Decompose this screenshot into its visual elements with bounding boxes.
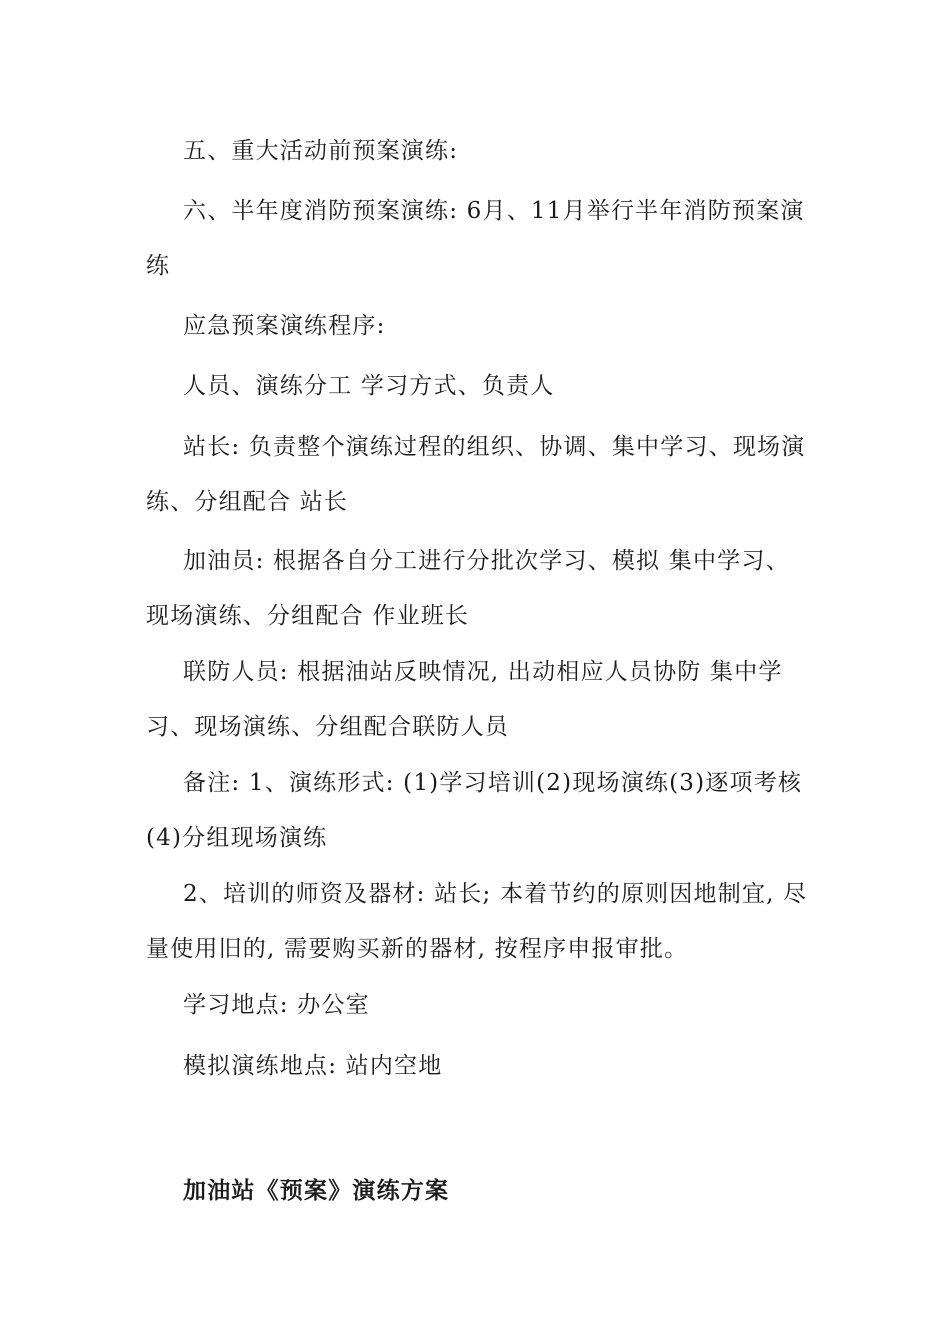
paragraph-refueler: 加油员: 根据各自分工进行分批次学习、模拟 集中学习、现场演练、分组配合 作业班长 — [146, 548, 790, 629]
paragraph-major-event-drill: 五、重大活动前预案演练: — [183, 138, 459, 164]
paragraph-trainers-equipment: 2、培训的师资及器材: 站长; 本着节约的原则因地制宜, 尽量使用旧的, 需要购买新的器材, 按程序申报审批。 — [146, 881, 808, 962]
paragraph-notes-drill-forms: 备注: 1、演练形式: (1)学习培训(2)现场演练(3)逐项考核(4)分组现场演练 — [146, 770, 803, 851]
paragraph-drill-location: 模拟演练地点: 站内空地 — [183, 1053, 443, 1079]
paragraph-semiannual-drill: 六、半年度消防预案演练: 6月、11月举行半年消防预案演练 — [146, 198, 805, 279]
paragraph-study-location: 学习地点: 办公室 — [183, 992, 370, 1018]
paragraph-roles-header: 人员、演练分工 学习方式、负责人 — [183, 373, 555, 399]
paragraph-station-manager: 站长: 负责整个演练过程的组织、协调、集中学习、现场演练、分组配合 站长 — [146, 434, 806, 515]
paragraph-drill-procedure: 应急预案演练程序: — [183, 313, 386, 339]
paragraph-joint-defense: 联防人员: 根据油站反映情况, 出动相应人员协防 集中学习、现场演练、分组配合联防人员 — [146, 659, 783, 740]
section-heading: 加油站《预案》演练方案 — [183, 1177, 450, 1204]
